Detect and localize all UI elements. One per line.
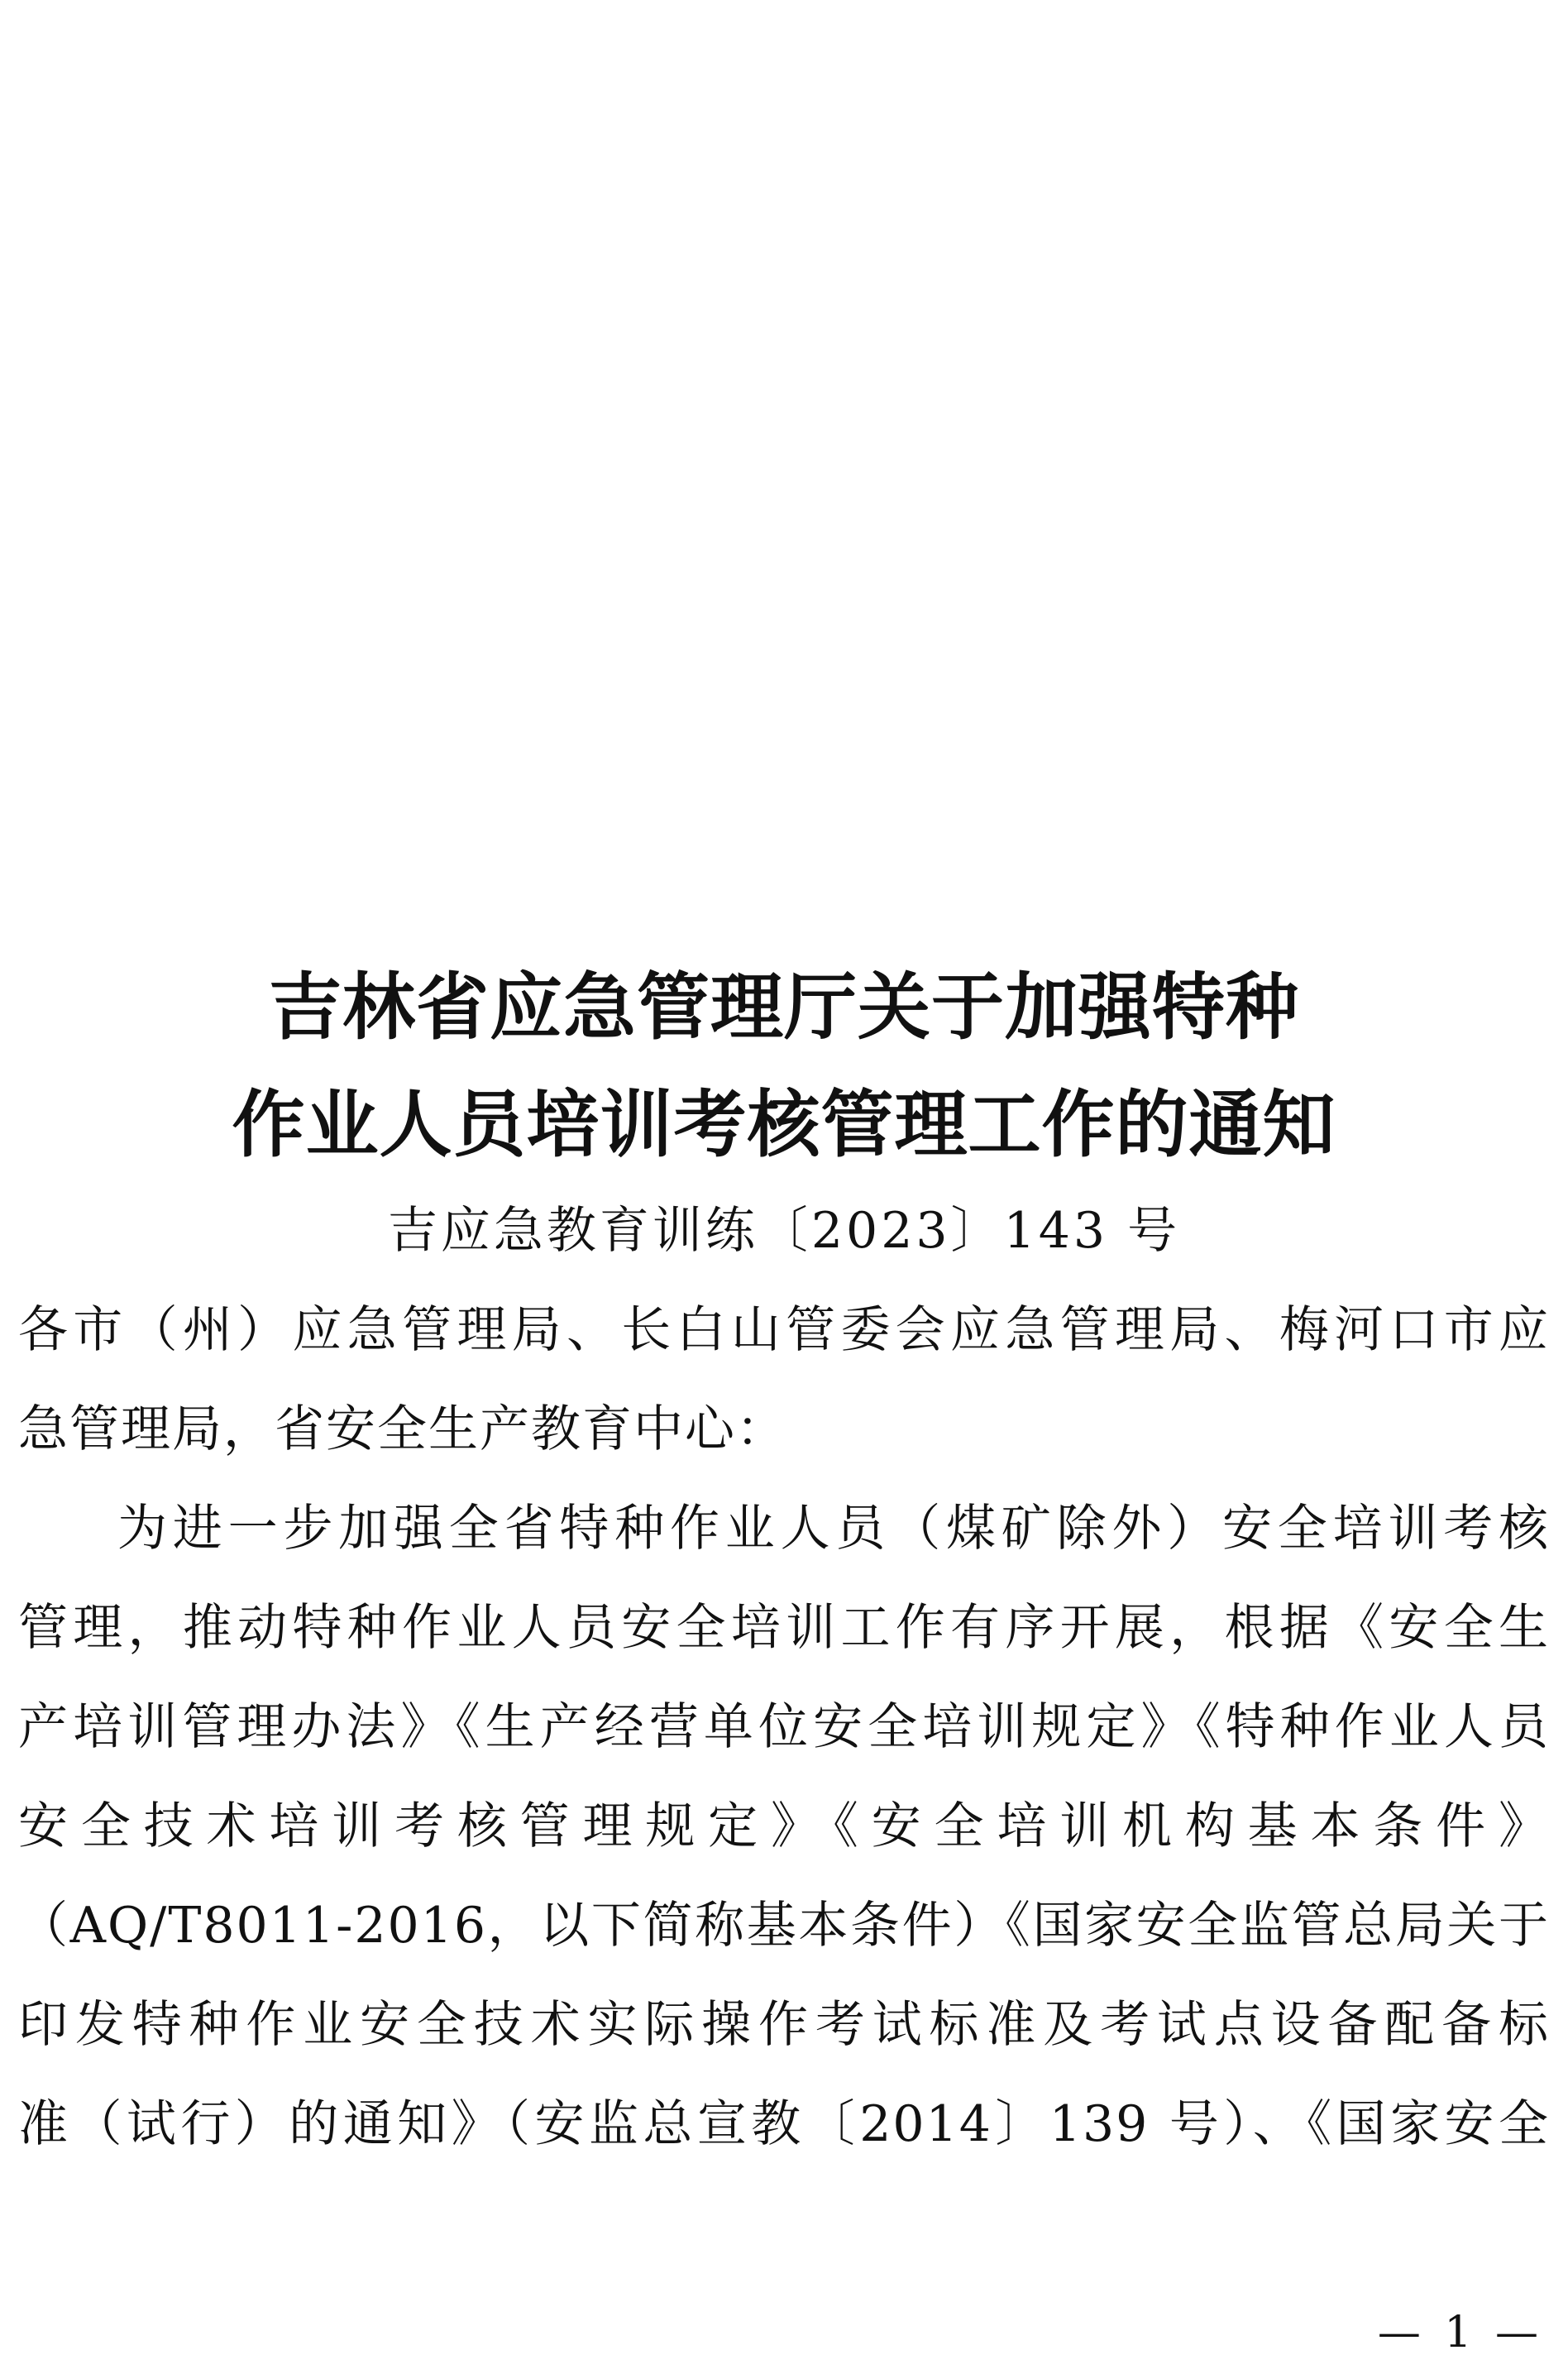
paragraph-line: 产培训管理办法》《生产经营单位安全培训规定》《特种作业人员 — [18, 1698, 1550, 1756]
paragraph-line: 管理，推动特种作业人员安全培训工作有序开展，根据《安全生 — [18, 1599, 1550, 1657]
paragraph-line: 印发特种作业安全技术实际操作考试标准及考试点设备配备标 — [18, 1996, 1550, 2054]
paragraph-line: 安全技术培训考核管理规定》《安全培训机构基本条件》 — [18, 1797, 1550, 1855]
paragraph-line: 为进一步加强全省特种作业人员（煤矿除外）安全培训考核 — [117, 1500, 1550, 1558]
document-title-line-2: 作业人员培训考核管理工作的通知 — [232, 1081, 1336, 1167]
page-number: — 1 — — [1377, 2308, 1543, 2357]
paragraph-line: 准（试行）的通知》（安监总宣教〔2014〕139 号）、《国家安全 — [18, 2095, 1550, 2153]
paragraph-line: （AQ/T8011-2016，以下简称基本条件）《国家安全监管总局关于 — [18, 1897, 1550, 1955]
salutation-line-2: 急管理局，省安全生产教育中心： — [18, 1400, 787, 1458]
salutation-line-1: 各市（州）应急管理局、长白山管委会应急管理局、梅河口市应 — [18, 1301, 1550, 1359]
document-number: 吉应急教育训练〔2023〕143 号 — [387, 1202, 1181, 1260]
document-title-line-1: 吉林省应急管理厅关于加强特种 — [268, 964, 1299, 1050]
